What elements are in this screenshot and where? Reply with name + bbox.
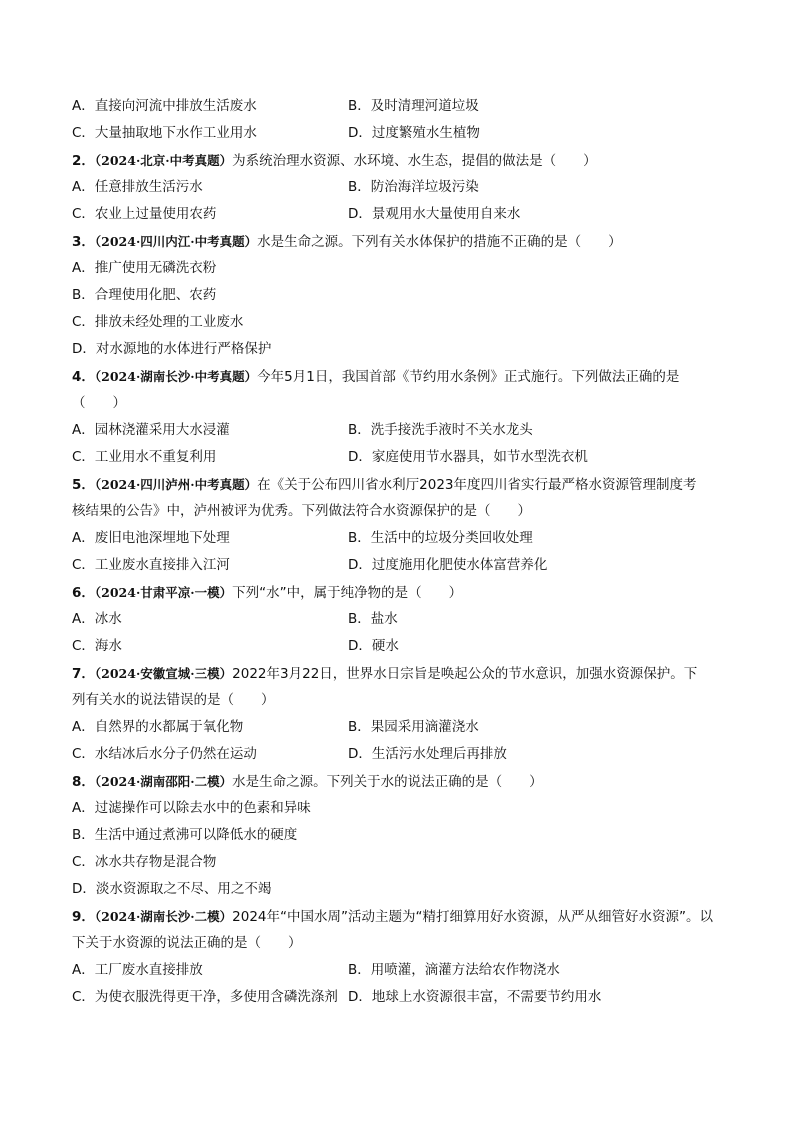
q1-option-d: D．过度繁殖水生植物 [348, 125, 480, 141]
q2-options-row-1 [72, 174, 726, 201]
q8-source: （2024·湖南邵阳·二模） [94, 774, 233, 789]
q9-source: （2024·湖南长沙·二模） [94, 909, 233, 924]
q6-options-row-1 [72, 606, 726, 633]
q1-options-row-2 [72, 120, 726, 147]
q5-option-c: C．工业废水直接排入江河 [72, 557, 230, 573]
q2-option-a: A．任意排放生活污水 [72, 179, 203, 195]
q5-source: （2024·四川泸州·中考真题） [94, 477, 258, 492]
q9-option-d: D．地球上水资源很丰富，不需要节约用水 [348, 989, 602, 1005]
q2-stem-text: 为系统治理水资源、水环境、水生态，提倡的做法是（ ） [232, 153, 597, 169]
q7-stem [72, 660, 726, 687]
q9-stem-text: 2024年“中国水周”活动主题为“精打细算用好水资源，从严从细管好水资源”。以 [232, 909, 713, 925]
q9-options-row-2 [72, 984, 726, 1011]
q9-option-a: A．工厂废水直接排放 [72, 962, 203, 978]
q3-stem [72, 228, 726, 255]
q1-option-a: A．直接向河流中排放生活废水 [72, 98, 257, 114]
q5-stem-text: 在《关于公布四川省水利厅2023年度四川省实行最严格水资源管理制度考 [257, 477, 697, 493]
q7-options-row-2 [72, 741, 726, 768]
q7-option-c: C．水结冰后水分子仍然在运动 [72, 746, 257, 762]
q8-option-d: D．淡水资源取之不尽、用之不竭 [72, 881, 272, 897]
q6-stem-text: 下列“水”中，属于纯净物的是（ ） [232, 585, 463, 601]
q7-number: 7． [72, 666, 95, 682]
q5-option-b: B．生活中的垃圾分类回收处理 [348, 530, 533, 546]
q4-stem-cont: （ ） [72, 395, 126, 411]
q7-option-a: A．自然界的水都属于氧化物 [72, 719, 244, 735]
q9-option-c: C．为使衣服洗得更干净，多使用含磷洗涤剂 [72, 989, 338, 1005]
q9-stem [72, 903, 726, 930]
q4-stem [72, 363, 726, 390]
q6-stem [72, 579, 726, 606]
q7-source: （2024·安徽宣城·三模） [94, 666, 233, 681]
q4-option-d: D．家庭使用节水器具，如节水型洗衣机 [348, 449, 588, 465]
q3-option-a: A．推广使用无磷洗衣粉 [72, 260, 217, 276]
q1-option-b: B．及时清理河道垃圾 [348, 98, 479, 114]
q5-number: 5． [72, 477, 95, 493]
q7-option-b: B．果园采用滴灌浇水 [348, 719, 479, 735]
q3-option-d: D．对水源地的水体进行严格保护 [72, 341, 272, 357]
q8-option-b: B．生活中通过煮沸可以降低水的硬度 [72, 827, 298, 843]
q9-number: 9． [72, 909, 95, 925]
q6-source: （2024·甘肃平凉·一模） [94, 585, 233, 600]
q3-number: 3． [72, 234, 95, 250]
q8-number: 8． [72, 774, 95, 790]
q7-options-row-1 [72, 714, 726, 741]
q2-option-c: C．农业上过量使用农药 [72, 206, 217, 222]
q6-options-row-2 [72, 633, 726, 660]
q6-option-c: C．海水 [72, 638, 122, 654]
q5-option-a: A．废旧电池深埋地下处理 [72, 530, 230, 546]
q7-option-d: D．生活污水处理后再排放 [348, 746, 507, 762]
q3-stem-text: 水是生命之源。下列有关水体保护的措施不正确的是（ ） [257, 234, 622, 250]
q7-stem-cont: 列有关水的说法错误的是（ ） [72, 692, 275, 708]
q3-option-b: B．合理使用化肥、农药 [72, 287, 217, 303]
q9-options-row-1 [72, 957, 726, 984]
q8-stem [72, 768, 726, 795]
q8-option-a: A．过滤操作可以除去水中的色素和异味 [72, 800, 311, 816]
q1-options-row-1 [72, 93, 726, 120]
q3-option-c: C．排放未经处理的工业废水 [72, 314, 244, 330]
q4-number: 4． [72, 369, 95, 385]
q6-number: 6． [72, 585, 95, 601]
q9-option-b: B．用喷灌，滴灌方法给农作物浇水 [348, 962, 560, 978]
q4-option-b: B．洗手接洗手液时不关水龙头 [348, 422, 533, 438]
q2-option-b: B．防治海洋垃圾污染 [348, 179, 479, 195]
q9-stem-cont: 下关于水资源的说法正确的是（ ） [72, 935, 302, 951]
q2-source: （2024·北京·中考真题） [94, 153, 233, 168]
q4-options-row-2 [72, 444, 726, 471]
q2-stem [72, 147, 726, 174]
q4-source: （2024·湖南长沙·中考真题） [94, 369, 258, 384]
q2-options-row-2 [72, 201, 726, 228]
q3-source: （2024·四川内江·中考真题） [94, 234, 258, 249]
q5-option-d: D．过度施用化肥使水体富营养化 [348, 557, 548, 573]
q2-option-d: D．景观用水大量使用自来水 [348, 206, 521, 222]
q4-option-c: C．工业用水不重复利用 [72, 449, 217, 465]
q8-stem-text: 水是生命之源。下列关于水的说法正确的是（ ） [232, 774, 543, 790]
question-list [72, 93, 726, 1011]
q1-option-c: C．大量抽取地下水作工业用水 [72, 125, 257, 141]
q4-stem-text: 今年5月1日，我国首部《节约用水条例》正式施行。下列做法正确的是 [257, 369, 680, 385]
q8-option-c: C．冰水共存物是混合物 [72, 854, 217, 870]
q6-option-d: D．硬水 [348, 638, 399, 654]
q5-stem-cont: 核结果的公告》中，泸州被评为优秀。下列做法符合水资源保护的是（ ） [72, 503, 531, 519]
q4-option-a: A．园林浇灌采用大水浸灌 [72, 422, 230, 438]
q5-stem [72, 471, 726, 498]
q6-option-b: B．盐水 [348, 611, 398, 627]
q6-option-a: A．冰水 [72, 611, 122, 627]
q7-stem-text: 2022年3月22日，世界水日宗旨是唤起公众的节水意识，加强水资源保护。下 [232, 666, 698, 682]
q4-options-row-1 [72, 417, 726, 444]
q2-number: 2． [72, 153, 95, 169]
q5-options-row-1 [72, 525, 726, 552]
q5-options-row-2 [72, 552, 726, 579]
